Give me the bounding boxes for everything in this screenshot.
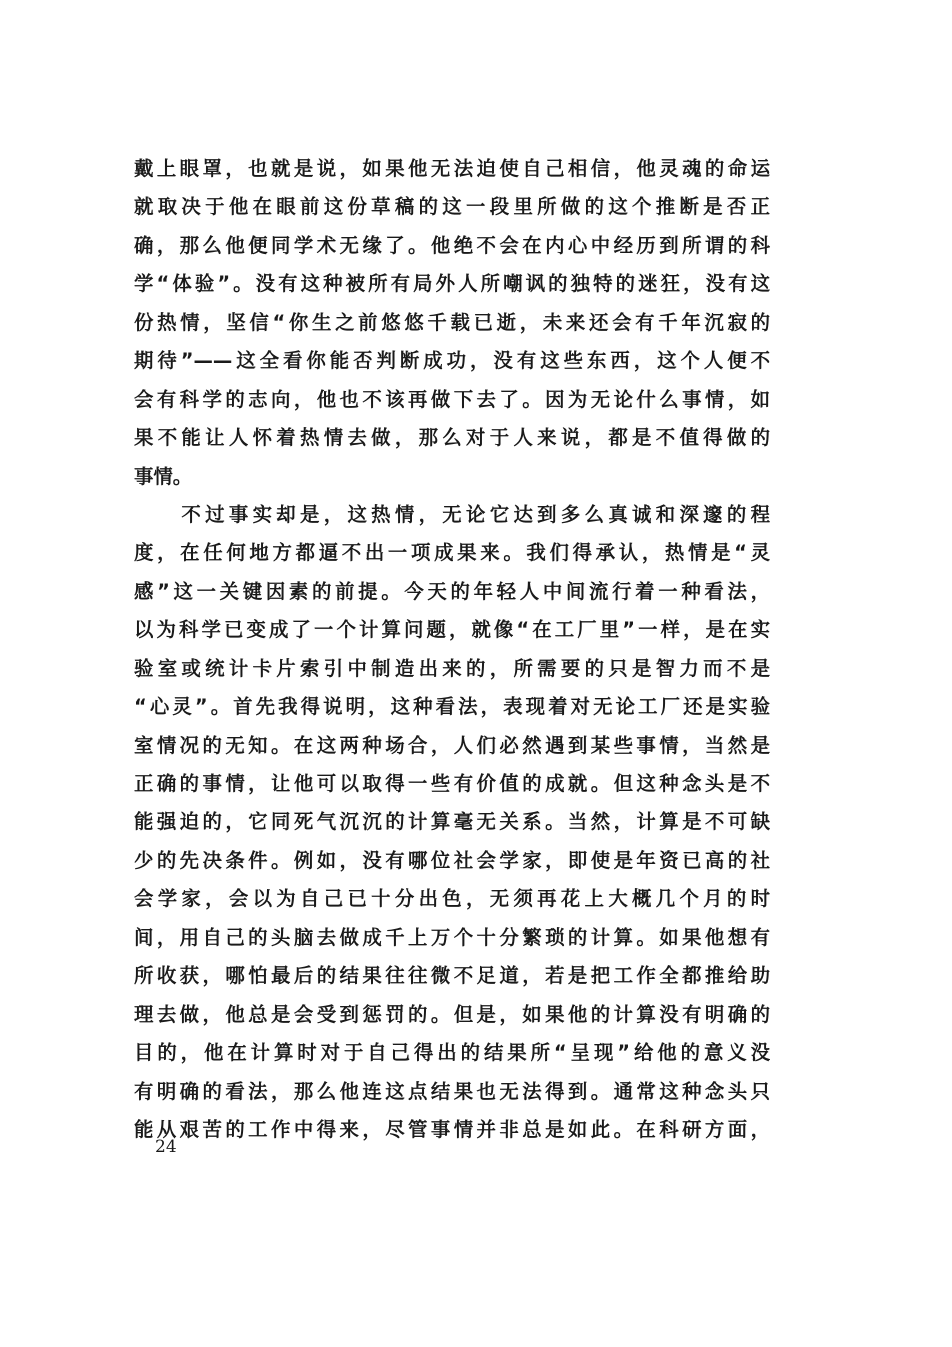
text-line: 会学家，会以为自己已十分出色，无须再花上大概几个月的时: [134, 887, 770, 911]
paragraph-2: [134, 496, 770, 1149]
text-line: 学“体验”。没有这种被所有局外人所嘲讽的独特的迷狂，没有这: [134, 272, 770, 296]
page-number: 24: [155, 1137, 177, 1157]
text-line: 会有科学的志向，他也不该再做下去了。因为无论什么事情，如: [134, 387, 770, 411]
text-line: 就取决于他在眼前这份草稿的这一段里所做的这个推断是否正: [134, 195, 770, 219]
text-line: 度，在任何地方都逼不出一项成果来。我们得承认，热情是“灵: [134, 541, 770, 565]
text-line: 期待”——这全看你能否判断成功，没有这些东西，这个人便不: [134, 349, 770, 373]
text-line: 验室或统计卡片索引中制造出来的，所需要的只是智力而不是: [134, 656, 770, 680]
text-line: 果不能让人怀着热情去做，那么对于人来说，都是不值得做的: [134, 426, 770, 450]
text-line: 所收获，哪怕最后的结果往往微不足道，若是把工作全都推给助: [134, 964, 770, 988]
paragraph-1: [134, 150, 770, 496]
text-line: 间，用自己的头脑去做成千上万个十分繁琐的计算。如果他想有: [134, 925, 770, 949]
text-line: 目的，他在计算时对于自己得出的结果所“呈现”给他的意义没: [134, 1041, 770, 1065]
text-line: 正确的事情，让他可以取得一些有价值的成就。但这种念头是不: [134, 772, 770, 795]
text-line: 能强迫的，它同死气沉沉的计算毫无关系。当然，计算是不可缺: [134, 810, 770, 834]
text-line: 戴上眼罩，也就是说，如果他无法迫使自己相信，他灵魂的命运: [134, 157, 770, 180]
body-text: [134, 150, 770, 1149]
text-line: 不过事实却是，这热情，无论它达到多么真诚和深邃的程: [134, 502, 770, 526]
text-line: “心灵”。首先我得说明，这种看法，表现着对无论工厂还是实验: [134, 695, 770, 719]
text-line: 份热情，坚信“你生之前悠悠千载已逝，未来还会有千年沉寂的: [134, 310, 770, 334]
text-line: 能从艰苦的工作中得来，尽管事情并非总是如此。在科研方面，: [134, 1117, 770, 1141]
text-line: 事情。: [134, 464, 193, 488]
text-line: 感”这一关键因素的前提。今天的年轻人中间流行着一种看法，: [134, 579, 770, 603]
text-line: 室情况的无知。在这两种场合，人们必然遇到某些事情，当然是: [134, 733, 770, 757]
text-line: 以为科学已变成了一个计算问题，就像“在工厂里”一样，是在实: [134, 618, 770, 642]
text-line: 少的先决条件。例如，没有哪位社会学家，即使是年资已高的社: [134, 848, 770, 872]
text-line: 有明确的看法，那么他连这点结果也无法得到。通常这种念头只: [134, 1079, 770, 1103]
text-line: 理去做，他总是会受到惩罚的。但是，如果他的计算没有明确的: [134, 1002, 770, 1026]
text-line: 确，那么他便同学术无缘了。他绝不会在内心中经历到所谓的科: [134, 233, 770, 257]
